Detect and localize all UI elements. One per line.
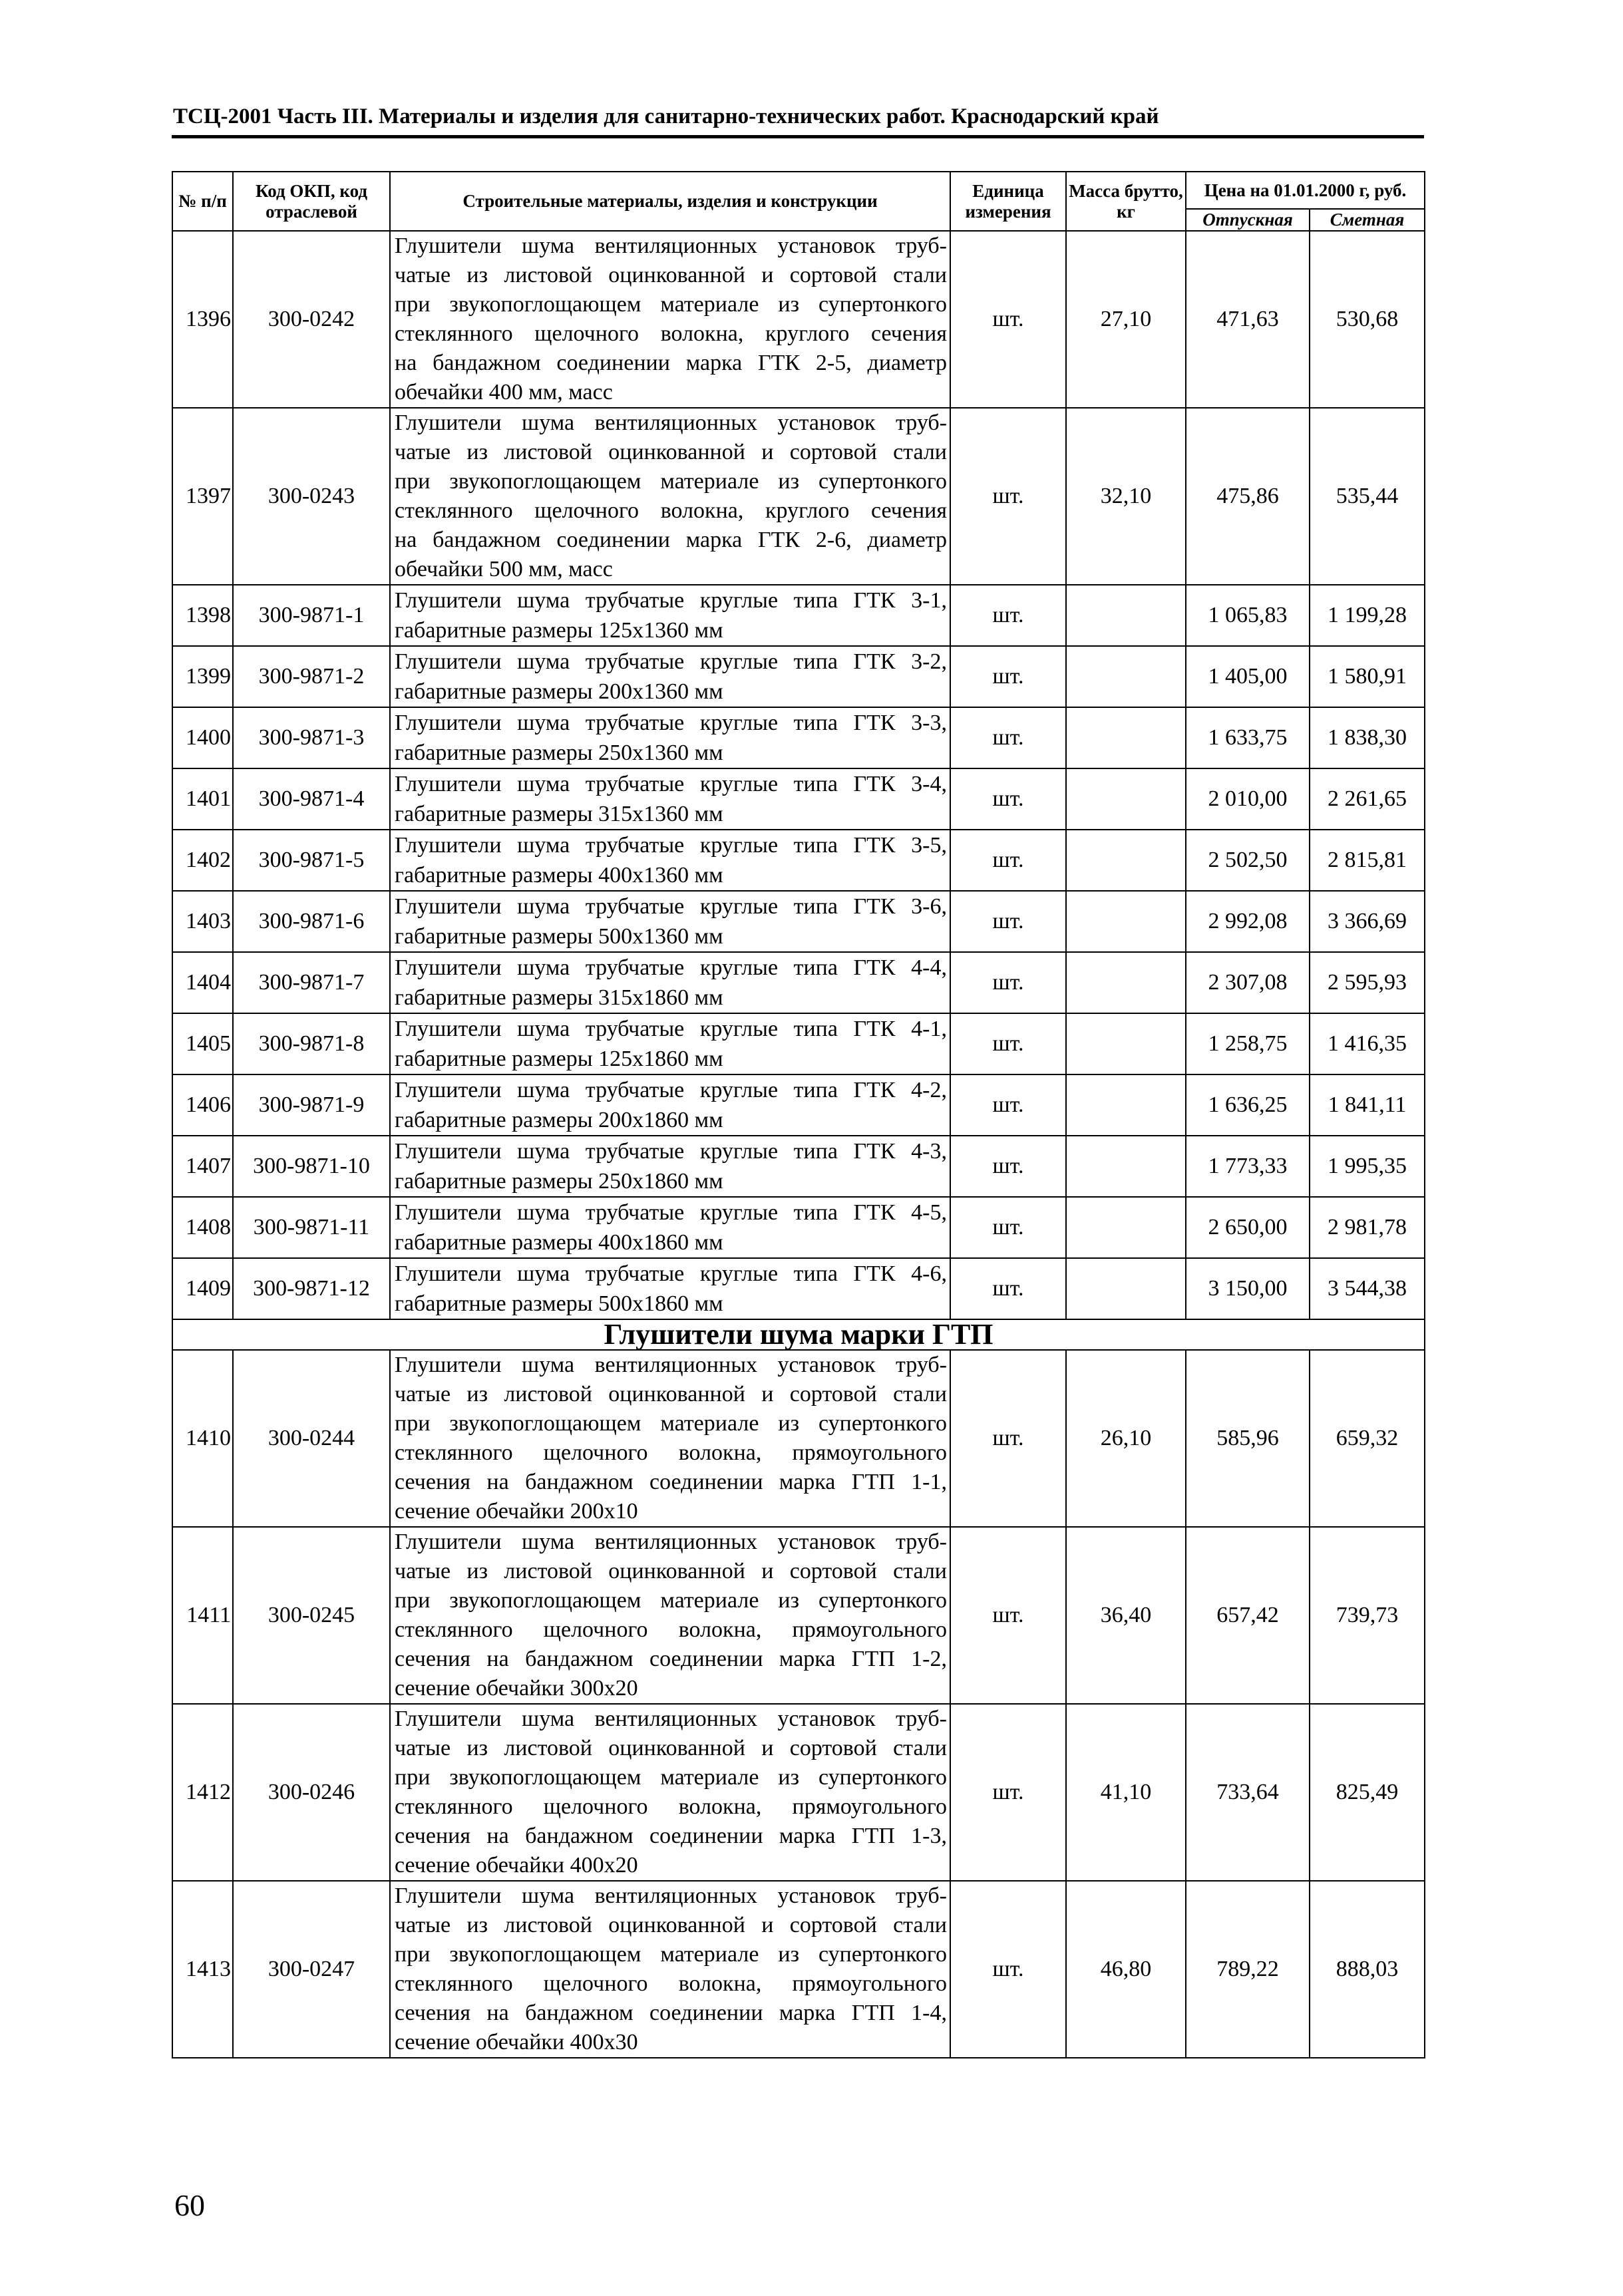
description-line: Глушители шума трубчатые круглые типа ГТК 4-5,: [395, 1200, 947, 1225]
row-price-estimate: 535,44: [1310, 408, 1425, 585]
row-code: 300-9871-6: [233, 891, 390, 952]
description-line: Глушители шума вентиляционных установок труб-: [395, 1353, 947, 1377]
row-code: 300-9871-2: [233, 646, 390, 707]
row-unit: шт.: [950, 1258, 1066, 1319]
row-number: 1400: [172, 707, 233, 768]
row-price-estimate: 659,32: [1310, 1350, 1425, 1527]
row-description: [390, 585, 950, 646]
description-line: Глушители шума трубчатые круглые типа ГТК 4-2,: [395, 1078, 947, 1102]
row-unit: шт.: [950, 891, 1066, 952]
row-price-estimate: 739,73: [1310, 1527, 1425, 1704]
description-line: Глушители шума трубчатые круглые типа ГТК 4-3,: [395, 1139, 947, 1164]
description-line: стеклянного щелочного волокна, прямоугольного: [395, 1971, 947, 1996]
description-line: габаритные размеры 125х1360 мм: [395, 618, 723, 643]
row-price-release: 2 650,00: [1186, 1197, 1310, 1258]
row-price-release: 475,86: [1186, 408, 1310, 585]
description-line: Глушители шума трубчатые круглые типа ГТК 4-4,: [395, 955, 947, 980]
row-price-release: 657,42: [1186, 1527, 1310, 1704]
description-line: стеклянного щелочного волокна, круглого сечения: [395, 321, 947, 346]
header-rule: [172, 135, 1424, 138]
description-line: стеклянного щелочного волокна, круглого сечения: [395, 498, 947, 523]
row-mass: [1066, 585, 1186, 646]
description-line: сечение обечайки 300х20: [395, 1676, 638, 1701]
row-code: 300-9871-8: [233, 1013, 390, 1074]
row-description: [390, 1881, 950, 2058]
row-number: 1404: [172, 952, 233, 1013]
row-number: 1405: [172, 1013, 233, 1074]
row-number: 1407: [172, 1136, 233, 1197]
table-row: [172, 707, 1425, 768]
description-line: при звукопоглощающем материале из супертонкого: [395, 469, 947, 494]
description-line: Глушители шума вентиляционных установок труб-: [395, 410, 947, 435]
row-code: 300-9871-10: [233, 1136, 390, 1197]
description-line: Глушители шума вентиляционных установок труб-: [395, 1707, 947, 1731]
row-mass: [1066, 952, 1186, 1013]
row-description: [390, 768, 950, 830]
row-code: 300-0247: [233, 1881, 390, 2058]
row-number: 1397: [172, 408, 233, 585]
row-unit: шт.: [950, 830, 1066, 891]
row-code: 300-0244: [233, 1350, 390, 1527]
row-price-release: 1 258,75: [1186, 1013, 1310, 1074]
row-price-estimate: 1 416,35: [1310, 1013, 1425, 1074]
row-description: [390, 1197, 950, 1258]
table-row: [172, 231, 1425, 408]
table-row: [172, 1136, 1425, 1197]
price-table: [172, 171, 1425, 2058]
row-code: 300-9871-1: [233, 585, 390, 646]
row-unit: шт.: [950, 231, 1066, 408]
row-unit: шт.: [950, 1197, 1066, 1258]
description-line: Глушители шума трубчатые круглые типа ГТК 3-6,: [395, 894, 947, 919]
row-mass: [1066, 768, 1186, 830]
row-number: 1406: [172, 1074, 233, 1136]
row-unit: шт.: [950, 952, 1066, 1013]
row-mass: 46,80: [1066, 1881, 1186, 2058]
row-code: 300-9871-3: [233, 707, 390, 768]
row-number: 1398: [172, 585, 233, 646]
description-line: сечение обечайки 400х30: [395, 2030, 638, 2054]
description-line: при звукопоглощающем материале из супертонкого: [395, 292, 947, 317]
row-mass: [1066, 646, 1186, 707]
row-description: [390, 707, 950, 768]
row-code: 300-9871-4: [233, 768, 390, 830]
row-mass: 26,10: [1066, 1350, 1186, 1527]
description-line: стеклянного щелочного волокна, прямоугольного: [395, 1794, 947, 1819]
row-price-estimate: 1 995,35: [1310, 1136, 1425, 1197]
description-line: при звукопоглощающем материале из супертонкого: [395, 1765, 947, 1790]
description-line: габаритные размеры 315х1360 мм: [395, 802, 723, 826]
row-code: 300-9871-9: [233, 1074, 390, 1136]
header-price-group: Цена на 01.01.2000 г, руб.: [1186, 172, 1425, 209]
description-line: на бандажном соединении марка ГТК 2-5, диаметр: [395, 351, 947, 375]
description-line: Глушители шума трубчатые круглые типа ГТК 3-1,: [395, 588, 947, 613]
row-mass: [1066, 830, 1186, 891]
row-description: [390, 1074, 950, 1136]
row-code: 300-9871-11: [233, 1197, 390, 1258]
description-line: Глушители шума вентиляционных установок труб-: [395, 1884, 947, 1908]
row-unit: шт.: [950, 707, 1066, 768]
row-price-release: 789,22: [1186, 1881, 1310, 2058]
row-unit: шт.: [950, 1704, 1066, 1881]
row-price-release: 2 502,50: [1186, 830, 1310, 891]
row-description: [390, 830, 950, 891]
row-number: 1396: [172, 231, 233, 408]
row-price-release: 1 405,00: [1186, 646, 1310, 707]
row-description: [390, 231, 950, 408]
description-line: габаритные размеры 315х1860 мм: [395, 985, 723, 1010]
description-line: габаритные размеры 500х1860 мм: [395, 1291, 723, 1316]
description-line: при звукопоглощающем материале из супертонкого: [395, 1942, 947, 1967]
row-code: 300-9871-12: [233, 1258, 390, 1319]
table-row: [172, 1197, 1425, 1258]
row-description: [390, 891, 950, 952]
row-number: 1399: [172, 646, 233, 707]
row-description: [390, 646, 950, 707]
row-description: [390, 1258, 950, 1319]
row-description: [390, 1350, 950, 1527]
description-line: Глушители шума трубчатые круглые типа ГТК 3-5,: [395, 833, 947, 858]
row-price-release: 3 150,00: [1186, 1258, 1310, 1319]
table-row: [172, 891, 1425, 952]
description-line: сечение обечайки 400х20: [395, 1853, 638, 1878]
description-line: габаритные размеры 250х1360 мм: [395, 740, 723, 765]
row-unit: шт.: [950, 1136, 1066, 1197]
row-price-release: 471,63: [1186, 231, 1310, 408]
row-mass: [1066, 1074, 1186, 1136]
description-line: сечения на бандажном соединении марка ГТП 1-1,: [395, 1470, 947, 1494]
description-line: Глушители шума трубчатые круглые типа ГТК 4-1,: [395, 1017, 947, 1041]
description-line: чатые из листовой оцинкованной и сортовой стали: [395, 263, 947, 287]
row-code: 300-0245: [233, 1527, 390, 1704]
description-line: стеклянного щелочного волокна, прямоугольного: [395, 1617, 947, 1642]
row-unit: шт.: [950, 585, 1066, 646]
description-line: Глушители шума трубчатые круглые типа ГТК 3-3,: [395, 711, 947, 735]
row-code: 300-0243: [233, 408, 390, 585]
row-unit: шт.: [950, 1350, 1066, 1527]
description-line: стеклянного щелочного волокна, прямоугольного: [395, 1440, 947, 1465]
row-description: [390, 1013, 950, 1074]
row-unit: шт.: [950, 1013, 1066, 1074]
description-line: габаритные размеры 500х1360 мм: [395, 924, 723, 949]
row-number: 1413: [172, 1881, 233, 2058]
table-row: [172, 585, 1425, 646]
header-num: № п/п: [172, 172, 233, 231]
row-description: [390, 1136, 950, 1197]
row-number: 1411: [172, 1527, 233, 1704]
row-price-release: 2 307,08: [1186, 952, 1310, 1013]
row-unit: шт.: [950, 408, 1066, 585]
row-price-release: 1 636,25: [1186, 1074, 1310, 1136]
description-line: Глушители шума трубчатые круглые типа ГТК 3-2,: [395, 649, 947, 674]
section-title: Глушители шума марки ГТП: [172, 1319, 1425, 1350]
row-price-estimate: 1 199,28: [1310, 585, 1425, 646]
row-number: 1402: [172, 830, 233, 891]
row-number: 1410: [172, 1350, 233, 1527]
row-mass: [1066, 707, 1186, 768]
row-mass: [1066, 1258, 1186, 1319]
row-number: 1401: [172, 768, 233, 830]
table-row: [172, 408, 1425, 585]
description-line: габаритные размеры 200х1860 мм: [395, 1108, 723, 1132]
table-row: [172, 1704, 1425, 1881]
description-line: Глушители шума вентиляционных установок труб-: [395, 234, 947, 258]
table-row: [172, 1074, 1425, 1136]
row-number: 1403: [172, 891, 233, 952]
table-row: [172, 1013, 1425, 1074]
row-price-estimate: 530,68: [1310, 231, 1425, 408]
description-line: габаритные размеры 250х1860 мм: [395, 1169, 723, 1194]
description-line: габаритные размеры 400х1860 мм: [395, 1230, 723, 1255]
row-code: 300-0246: [233, 1704, 390, 1881]
row-description: [390, 952, 950, 1013]
row-price-estimate: 1 838,30: [1310, 707, 1425, 768]
row-mass: 27,10: [1066, 231, 1186, 408]
header-code: Код ОКП, код отраслевой: [233, 172, 390, 231]
row-mass: [1066, 1013, 1186, 1074]
row-mass: 41,10: [1066, 1704, 1186, 1881]
description-line: чатые из листовой оцинкованной и сортовой стали: [395, 1913, 947, 1937]
section-gtp: [172, 1319, 1425, 1350]
header-price-release: Отпускная: [1186, 209, 1310, 231]
row-number: 1409: [172, 1258, 233, 1319]
row-description: [390, 1527, 950, 1704]
row-mass: 36,40: [1066, 1527, 1186, 1704]
row-price-estimate: 1 580,91: [1310, 646, 1425, 707]
row-description: [390, 1704, 950, 1881]
row-unit: шт.: [950, 1527, 1066, 1704]
description-line: при звукопоглощающем материале из супертонкого: [395, 1588, 947, 1613]
description-line: сечения на бандажном соединении марка ГТП 1-2,: [395, 1647, 947, 1671]
row-mass: [1066, 891, 1186, 952]
page-number: 60: [174, 2188, 205, 2222]
header-unit: Единица измерения: [950, 172, 1066, 231]
row-price-release: 2 992,08: [1186, 891, 1310, 952]
description-line: на бандажном соединении марка ГТК 2-6, диаметр: [395, 528, 947, 552]
row-mass: [1066, 1136, 1186, 1197]
table-row: [172, 952, 1425, 1013]
description-line: Глушители шума трубчатые круглые типа ГТК 4-6,: [395, 1261, 947, 1286]
row-mass: [1066, 1197, 1186, 1258]
row-price-estimate: 825,49: [1310, 1704, 1425, 1881]
row-price-estimate: 3 366,69: [1310, 891, 1425, 952]
description-line: сечения на бандажном соединении марка ГТП 1-4,: [395, 2001, 947, 2025]
row-price-release: 1 065,83: [1186, 585, 1310, 646]
row-number: 1408: [172, 1197, 233, 1258]
table-row: [172, 1527, 1425, 1704]
description-line: Глушители шума вентиляционных установок труб-: [395, 1530, 947, 1554]
row-price-release: 2 010,00: [1186, 768, 1310, 830]
description-line: Глушители шума трубчатые круглые типа ГТК 3-4,: [395, 772, 947, 796]
description-line: сечение обечайки 200х10: [395, 1499, 638, 1524]
row-price-estimate: 888,03: [1310, 1881, 1425, 2058]
row-description: [390, 408, 950, 585]
row-price-estimate: 1 841,11: [1310, 1074, 1425, 1136]
description-line: сечения на бандажном соединении марка ГТП 1-3,: [395, 1824, 947, 1848]
row-number: 1412: [172, 1704, 233, 1881]
row-code: 300-9871-5: [233, 830, 390, 891]
running-header: ТСЦ-2001 Часть III. Материалы и изделия для санитарно-технических работ. Краснодарский край: [173, 104, 1159, 128]
description-line: габаритные размеры 400х1360 мм: [395, 863, 723, 888]
table-row: [172, 1258, 1425, 1319]
table-row: [172, 646, 1425, 707]
row-price-release: 585,96: [1186, 1350, 1310, 1527]
row-price-estimate: 2 595,93: [1310, 952, 1425, 1013]
row-unit: шт.: [950, 768, 1066, 830]
header-price-estimate: Сметная: [1310, 209, 1425, 231]
row-price-estimate: 2 815,81: [1310, 830, 1425, 891]
table-body-gtk: [172, 231, 1425, 1319]
table-row: [172, 768, 1425, 830]
table-body-gtp: [172, 1350, 1425, 2058]
description-line: габаритные размеры 125х1860 мм: [395, 1047, 723, 1071]
header-desc: Строительные материалы, изделия и конструкции: [390, 172, 950, 231]
description-line: при звукопоглощающем материале из супертонкого: [395, 1411, 947, 1436]
table-row: [172, 1350, 1425, 1527]
row-price-estimate: 2 261,65: [1310, 768, 1425, 830]
row-code: 300-9871-7: [233, 952, 390, 1013]
description-line: обечайки 400 мм, масс: [395, 380, 613, 405]
row-mass: 32,10: [1066, 408, 1186, 585]
row-price-release: 1 633,75: [1186, 707, 1310, 768]
row-price-estimate: 2 981,78: [1310, 1197, 1425, 1258]
table-row: [172, 830, 1425, 891]
description-line: чатые из листовой оцинкованной и сортовой стали: [395, 440, 947, 464]
row-unit: шт.: [950, 1881, 1066, 2058]
row-code: 300-0242: [233, 231, 390, 408]
row-price-estimate: 3 544,38: [1310, 1258, 1425, 1319]
description-line: чатые из листовой оцинкованной и сортовой стали: [395, 1382, 947, 1406]
description-line: обечайки 500 мм, масс: [395, 557, 613, 581]
description-line: чатые из листовой оцинкованной и сортовой стали: [395, 1736, 947, 1760]
row-unit: шт.: [950, 646, 1066, 707]
table-row: [172, 1881, 1425, 2058]
row-price-release: 733,64: [1186, 1704, 1310, 1881]
description-line: габаритные размеры 200х1360 мм: [395, 679, 723, 704]
row-price-release: 1 773,33: [1186, 1136, 1310, 1197]
description-line: чатые из листовой оцинкованной и сортовой стали: [395, 1559, 947, 1583]
header-mass: Масса брутто, кг: [1066, 172, 1186, 231]
row-unit: шт.: [950, 1074, 1066, 1136]
